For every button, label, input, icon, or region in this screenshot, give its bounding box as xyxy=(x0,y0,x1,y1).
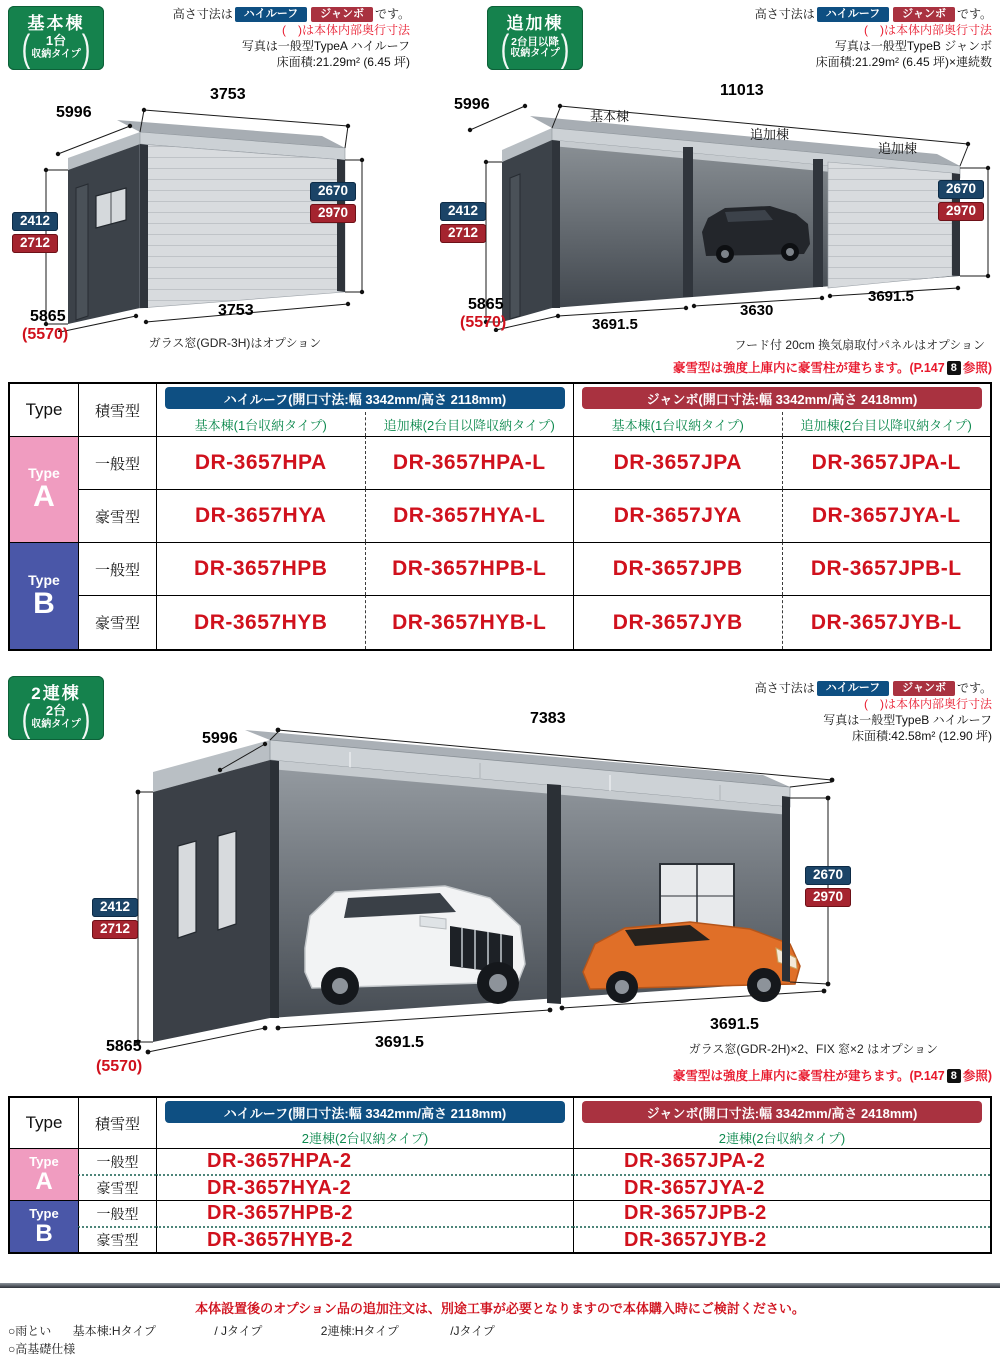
type-word: Type xyxy=(28,571,60,588)
inner-depth-note: ( )は本体内部奥行寸法 xyxy=(864,23,992,37)
snow-label: 一般型 xyxy=(78,542,156,595)
badge-additional-unit xyxy=(487,6,583,70)
highroof-chip: ハイルーフ xyxy=(235,7,307,22)
info-basic xyxy=(120,6,410,70)
subheader-basic: 基本棟(1台収納タイプ) xyxy=(573,412,782,436)
model-cell xyxy=(156,595,365,649)
model-cell xyxy=(573,1226,990,1252)
caption-double: ガラス窓(GDR-2H)×2、FIX 窓×2 はオプション xyxy=(688,1042,938,1056)
badge-title: 2連棟 xyxy=(31,683,81,703)
type-letter: A xyxy=(33,480,55,514)
model-number: DR-3657HPA xyxy=(194,451,327,474)
model-number: DR-3657HYA xyxy=(195,504,327,527)
header-type: Type xyxy=(25,400,63,419)
height-note-prefix: 高さ寸法は xyxy=(754,7,815,21)
floor-area-note: 床面積:21.29m² (6.45 坪)×連続数 xyxy=(815,55,992,69)
caption-basic: ガラス窓(GDR-3H)はオプション xyxy=(148,336,322,350)
badge-subtitle xyxy=(21,26,91,70)
model-number: DR-3657HPB-2 xyxy=(207,1202,354,1224)
model-number: DR-3657JPA-2 xyxy=(624,1150,766,1172)
dim-depth-bottom-inner: (5570) xyxy=(96,1058,143,1075)
model-cell xyxy=(156,436,365,489)
type-word: Type xyxy=(29,1205,59,1221)
dim-height-left-jumbo: 2712 xyxy=(92,920,138,939)
floor-area-note: 床面積:42.58m² (12.90 坪) xyxy=(851,729,992,743)
type-a-cell xyxy=(10,1148,78,1200)
dim-height-right-jumbo: 2970 xyxy=(938,202,984,221)
floor-area-note: 床面積:21.29m² (6.45 坪) xyxy=(276,55,410,69)
type-word: Type xyxy=(29,1153,59,1169)
snow-label: 一般型 xyxy=(78,1148,156,1174)
model-number: DR-3657JYA-2 xyxy=(624,1176,765,1199)
band-highroof-cell xyxy=(156,1098,573,1126)
snow-label: 豪雪型 xyxy=(78,1174,156,1200)
dim-height-right-jumbo: 2970 xyxy=(805,888,851,907)
band-highroof-cell xyxy=(156,384,573,412)
dim-depth-top: 5996 xyxy=(454,96,490,113)
footnote-double-j: /Jタイプ xyxy=(450,1324,495,1338)
dim-bay2-width: 3630 xyxy=(740,302,774,319)
model-cell xyxy=(156,1226,573,1252)
type-word: Type xyxy=(28,465,60,482)
band-highroof: ハイルーフ(開口寸法:幅 3342mm/高さ 2118mm) xyxy=(165,387,564,409)
header-snow-type: 積雪型 xyxy=(78,384,156,436)
model-cell xyxy=(782,542,991,595)
diagram-basic-unit xyxy=(10,70,460,370)
note-tail: 参照) xyxy=(962,1069,992,1083)
model-number: DR-3657HPB-L xyxy=(392,557,547,580)
roof-label-add2: 追加棟 xyxy=(878,141,918,156)
dim-width-top: 7383 xyxy=(530,710,566,727)
diagram-additional-unit xyxy=(440,70,995,332)
snow-label: 一般型 xyxy=(78,436,156,489)
subheader-add: 追加棟(2台目以降収納タイプ) xyxy=(782,412,991,436)
type-letter: B xyxy=(33,586,55,620)
model-number: DR-3657HYA-2 xyxy=(207,1176,352,1199)
model-number: DR-3657HYB-2 xyxy=(207,1228,354,1251)
photo-note: 写真は一般型TypeA ハイルーフ xyxy=(241,39,410,53)
model-cell xyxy=(156,1148,573,1174)
footnote-gutter xyxy=(8,1322,495,1339)
model-cell xyxy=(365,489,574,542)
dim-width-top: 11013 xyxy=(720,82,764,99)
band-jumbo-cell xyxy=(573,384,990,412)
type-b-cell xyxy=(10,542,78,649)
heavy-snow-note xyxy=(673,1066,992,1084)
dim-bay3-width: 3691.5 xyxy=(868,288,914,305)
model-cell xyxy=(573,542,782,595)
snow-label: 豪雪型 xyxy=(78,1226,156,1252)
dim-height-left-highroof: 2412 xyxy=(12,212,58,231)
model-cell xyxy=(365,436,574,489)
inner-depth-note: ( )は本体内部奥行寸法 xyxy=(864,697,992,711)
jumbo-chip: ジャンボ xyxy=(311,7,373,22)
model-cell xyxy=(156,1200,573,1226)
badge-capacity: 2台目以降 xyxy=(511,35,559,48)
note-tail: 参照) xyxy=(962,361,992,375)
dim-height-right-highroof: 2670 xyxy=(310,182,356,201)
height-note-prefix: 高さ寸法は xyxy=(172,7,233,21)
dim-bay2-width: 3691.5 xyxy=(710,1016,759,1033)
model-number: DR-3657HPA-2 xyxy=(207,1150,352,1172)
model-number: DR-3657JPB xyxy=(612,557,743,580)
dim-height-left-jumbo: 2712 xyxy=(12,234,58,253)
model-cell xyxy=(782,436,991,489)
badge-title: 基本棟 xyxy=(27,13,85,33)
dim-height-left-highroof: 2412 xyxy=(440,202,486,221)
paren-close: ) xyxy=(81,696,91,740)
model-cell xyxy=(365,595,574,649)
caption-additional: フード付 20cm 換気扇取付パネルはオプション xyxy=(734,338,985,352)
highroof-chip: ハイルーフ xyxy=(817,681,889,696)
model-number: DR-3657HYA-L xyxy=(393,504,546,527)
note-text: 豪雪型は強度上庫内に豪雪柱が建ちます。(P.147 xyxy=(672,1069,945,1083)
model-cell xyxy=(573,595,782,649)
subheader-double: 2連棟(2台収納タイプ) xyxy=(573,1126,990,1148)
dim-height-right-highroof: 2670 xyxy=(938,180,984,199)
model-cell xyxy=(156,489,365,542)
band-jumbo: ジャンボ(開口寸法:幅 3342mm/高さ 2418mm) xyxy=(582,1101,981,1123)
dim-height-right-highroof: 2670 xyxy=(805,866,851,885)
badge-basic-unit xyxy=(8,6,104,70)
page-ref-badge: 8 xyxy=(947,361,961,375)
dim-depth-top: 5996 xyxy=(202,730,238,747)
model-cell xyxy=(156,1174,573,1200)
model-cell xyxy=(573,1174,990,1200)
photo-note: 写真は一般型TypeB ハイルーフ xyxy=(823,713,992,727)
dim-depth-bottom: 5865 xyxy=(468,296,504,313)
photo-note: 写真は一般型TypeB ジャンボ xyxy=(834,39,992,53)
snow-label: 一般型 xyxy=(78,1200,156,1226)
model-number: DR-3657HYB-L xyxy=(392,610,547,634)
model-number: DR-3657JPB-L xyxy=(810,557,962,580)
header-type: Type xyxy=(25,1113,63,1132)
footnote-basic-h: 基本棟:Hタイプ xyxy=(72,1324,156,1338)
dim-height-left-highroof: 2412 xyxy=(92,898,138,917)
height-note-suffix: です。 xyxy=(956,7,992,21)
footnote-double-h: 2連棟:Hタイプ xyxy=(320,1324,399,1338)
dim-height-right-jumbo: 2970 xyxy=(310,204,356,223)
model-number: DR-3657JYA-L xyxy=(811,504,961,527)
badge-title: 追加棟 xyxy=(506,14,564,34)
garage-illustration-double xyxy=(50,686,955,1088)
model-cell xyxy=(365,542,574,595)
subheader-basic: 基本棟(1台収納タイプ) xyxy=(156,412,365,436)
heavy-snow-note xyxy=(673,358,992,376)
badge-type: 収納タイプ xyxy=(31,49,81,61)
model-number: DR-3657HPA-L xyxy=(392,451,546,474)
model-number: DR-3657JPB-2 xyxy=(624,1202,767,1224)
paren-open: ( xyxy=(21,696,31,740)
model-number: DR-3657JPA-L xyxy=(811,451,961,474)
dim-depth-bottom: 5865 xyxy=(106,1038,142,1055)
snow-label: 豪雪型 xyxy=(78,595,156,649)
model-cell xyxy=(573,1148,990,1174)
badge-type: 収納タイプ xyxy=(510,47,560,59)
model-cell xyxy=(782,489,991,542)
height-note xyxy=(120,6,410,22)
model-cell xyxy=(573,489,782,542)
info-additional xyxy=(692,6,992,70)
subheader-double: 2連棟(2台収納タイプ) xyxy=(156,1126,573,1148)
inner-depth-note: ( )は本体内部奥行寸法 xyxy=(282,23,410,37)
badge-capacity: 2台 xyxy=(45,703,67,719)
dim-height-left-jumbo: 2712 xyxy=(440,224,486,243)
subheader-add: 追加棟(2台目以降収納タイプ) xyxy=(365,412,574,436)
dim-depth-top: 5996 xyxy=(56,104,92,121)
model-number: DR-3657JYA xyxy=(613,504,742,527)
height-note-prefix: 高さ寸法は xyxy=(754,681,815,695)
jumbo-chip: ジャンボ xyxy=(893,7,955,22)
dim-bay1-width: 3691.5 xyxy=(592,316,638,333)
option-notice: 本体設置後のオプション品の追加注文は、別途工事が必要となりますので本体購入時にご検討ください。 xyxy=(195,1301,805,1316)
roof-label-basic: 基本棟 xyxy=(590,109,630,124)
dim-depth-bottom-inner: (5570) xyxy=(22,326,69,343)
badge-subtitle xyxy=(500,26,570,70)
model-table-single xyxy=(8,382,992,651)
dim-depth-bottom-inner: (5570) xyxy=(460,314,507,331)
jumbo-chip: ジャンボ xyxy=(893,681,955,696)
model-number: DR-3657JYB-L xyxy=(810,610,962,634)
band-jumbo: ジャンボ(開口寸法:幅 3342mm/高さ 2418mm) xyxy=(582,387,981,409)
paren-open: ( xyxy=(21,26,31,70)
model-number: DR-3657JPA xyxy=(613,451,742,474)
roof-label-add1: 追加棟 xyxy=(750,127,790,142)
footnote-basic-j: / Jタイプ xyxy=(214,1324,263,1338)
dim-bay1-width: 3691.5 xyxy=(375,1034,424,1051)
badge-capacity: 1台 xyxy=(45,33,67,49)
badge-type: 収納タイプ xyxy=(31,719,81,731)
model-number: DR-3657HYB xyxy=(194,610,328,634)
header-snow-type: 積雪型 xyxy=(78,1098,156,1148)
type-a-cell xyxy=(10,436,78,542)
divider-bar xyxy=(0,1283,1000,1288)
paren-close: ) xyxy=(560,26,570,70)
paren-open: ( xyxy=(500,26,510,70)
dim-depth-bottom: 5865 xyxy=(30,308,66,325)
type-letter: B xyxy=(35,1220,53,1248)
model-cell xyxy=(782,595,991,649)
dim-width-top: 3753 xyxy=(210,86,246,103)
paren-close: ) xyxy=(81,26,91,70)
note-text: 豪雪型は強度上庫内に豪雪柱が建ちます。(P.147 xyxy=(672,361,945,375)
footnote-rain-gutter: ○雨とい xyxy=(8,1324,52,1338)
height-note-suffix: です。 xyxy=(374,7,410,21)
model-cell xyxy=(573,436,782,489)
footnote-foundation: ○高基礎仕様 xyxy=(8,1342,76,1356)
model-number: DR-3657JYB-2 xyxy=(624,1228,767,1251)
band-highroof: ハイルーフ(開口寸法:幅 3342mm/高さ 2118mm) xyxy=(165,1101,564,1123)
height-note xyxy=(692,6,992,22)
type-letter: A xyxy=(35,1168,53,1196)
model-number: DR-3657JYB xyxy=(612,610,743,634)
model-table-double xyxy=(8,1096,992,1254)
highroof-chip: ハイルーフ xyxy=(817,7,889,22)
page-ref-badge: 8 xyxy=(947,1069,961,1083)
model-cell xyxy=(573,1200,990,1226)
model-number: DR-3657HPB xyxy=(194,557,328,580)
diagram-double-unit xyxy=(50,686,955,1088)
height-note-suffix: です。 xyxy=(956,681,992,695)
type-b-cell xyxy=(10,1200,78,1252)
band-jumbo-cell xyxy=(573,1098,990,1126)
snow-label: 豪雪型 xyxy=(78,489,156,542)
model-cell xyxy=(156,542,365,595)
dim-width-bottom: 3753 xyxy=(218,302,254,319)
